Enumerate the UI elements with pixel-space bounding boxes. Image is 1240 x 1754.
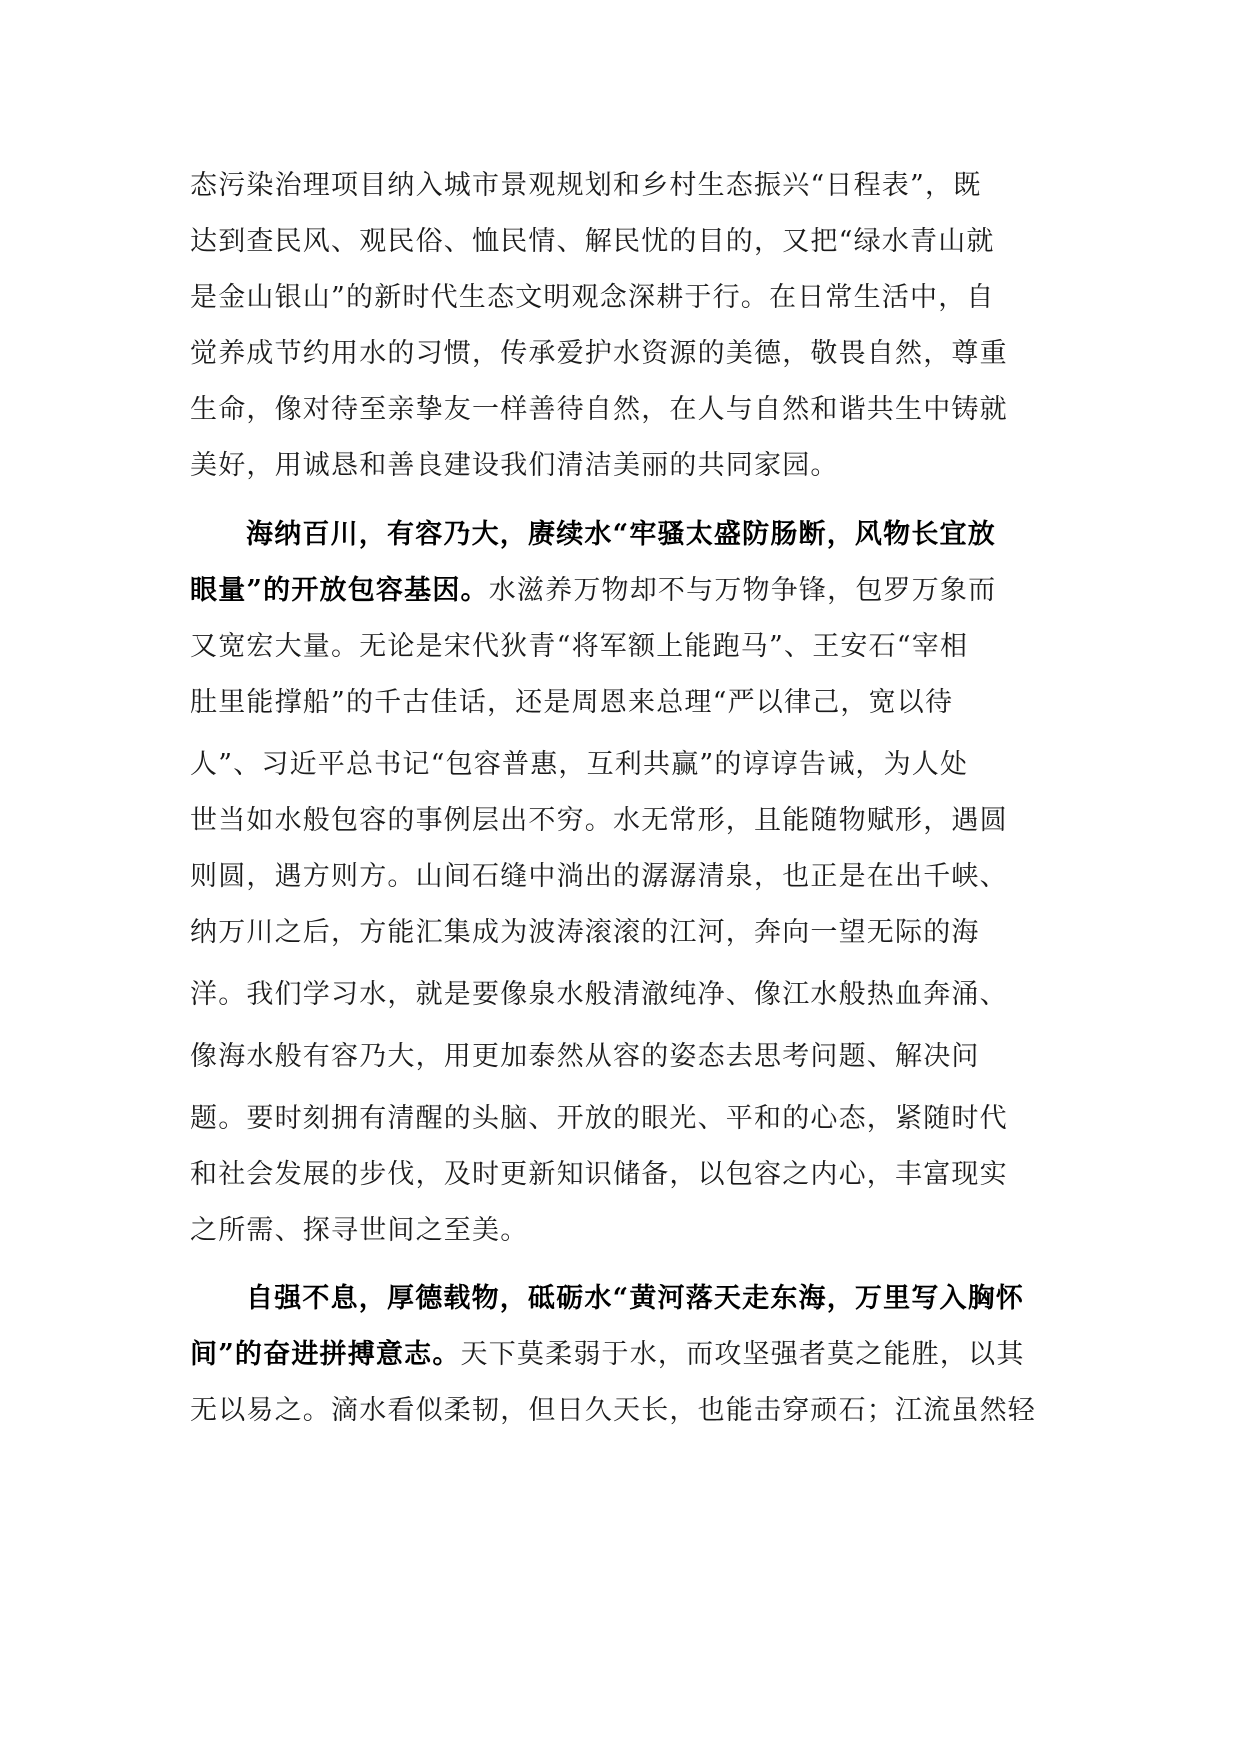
- paragraph-2-line-11: 题。要时刻拥有清醒的头脑、开放的眼光、平和的心态，紧随时代: [190, 1103, 1008, 1134]
- paragraph-1-line-6: 美好，用诚恳和善良建设我们清洁美丽的共同家园。: [190, 450, 839, 481]
- paragraph-2-line-8: 纳万川之后，方能汇集成为波涛滚滚的江河，奔向一望无际的海: [190, 917, 980, 948]
- paragraph-1-line-3: 是金山银山”的新时代生态文明观念深耕于行。在日常生活中，自: [190, 282, 995, 313]
- paragraph-2-line-10: 像海水般有容乃大，用更加泰然从容的姿态去思考问题、解决问: [190, 1041, 980, 1072]
- paragraph-3-line-2-rest: 天下莫柔弱于水，而攻坚强者莫之能胜，以其: [460, 1339, 1025, 1370]
- paragraph-1-line-4: 觉养成节约用水的习惯，传承爱护水资源的美德，敬畏自然，尊重: [190, 338, 1008, 369]
- paragraph-2-heading-line-2: 眼量”的开放包容基因。: [190, 575, 489, 606]
- paragraph-2-line-3: 又宽宏大量。无论是宋代狄青“将军额上能跑马”、王安石“宰相: [190, 631, 969, 662]
- paragraph-2-line-2: [190, 571, 1070, 611]
- paragraph-2-line-7: 则圆，遇方则方。山间石缝中淌出的潺潺清泉，也正是在出千峡、: [190, 861, 1008, 892]
- paragraph-2-line-5: 人”、习近平总书记“包容普惠，互利共赢”的谆谆告诫，为人处: [190, 749, 969, 780]
- paragraph-3-heading-line-2: 间”的奋进拼搏意志。: [190, 1339, 461, 1370]
- paragraph-3-heading-line-1: 自强不息，厚德载物，砥砺水“黄河落天走东海，万里写入胸怀: [246, 1283, 1025, 1314]
- paragraph-2-line-9: 洋。我们学习水，就是要像泉水般清澈纯净、像江水般热血奔涌、: [190, 979, 1008, 1010]
- paragraph-1-line-5: 生命，像对待至亲挚友一样善待自然，在人与自然和谐共生中铸就: [190, 394, 1008, 425]
- paragraph-3-line-2: [190, 1335, 1070, 1375]
- paragraph-2-heading-line-1: 海纳百川，有容乃大，赓续水“牢骚太盛防肠断，风物长宜放: [246, 519, 996, 550]
- paragraph-2-line-2-rest: 水滋养万物却不与万物争锋，包罗万象而: [488, 575, 997, 606]
- paragraph-2-line-12: 和社会发展的步伐，及时更新知识储备，以包容之内心，丰富现实: [190, 1159, 1008, 1190]
- paragraph-1-line-2: 达到查民风、观民俗、恤民情、解民忧的目的，又把“绿水青山就: [190, 226, 995, 257]
- paragraph-1-line-1: 态污染治理项目纳入城市景观规划和乡村生态振兴“日程表”，既: [190, 170, 982, 201]
- paragraph-3-line-3: 无以易之。滴水看似柔韧，但日久天长，也能击穿顽石；江流虽然轻: [190, 1395, 1036, 1426]
- paragraph-2-line-6: 世当如水般包容的事例层出不穷。水无常形，且能随物赋形，遇圆: [190, 805, 1008, 836]
- paragraph-2-line-13: 之所需、探寻世间之至美。: [190, 1215, 529, 1246]
- paragraph-2-line-4: 肚里能撑船”的千古佳话，还是周恩来总理“严以律己，宽以待: [190, 687, 954, 718]
